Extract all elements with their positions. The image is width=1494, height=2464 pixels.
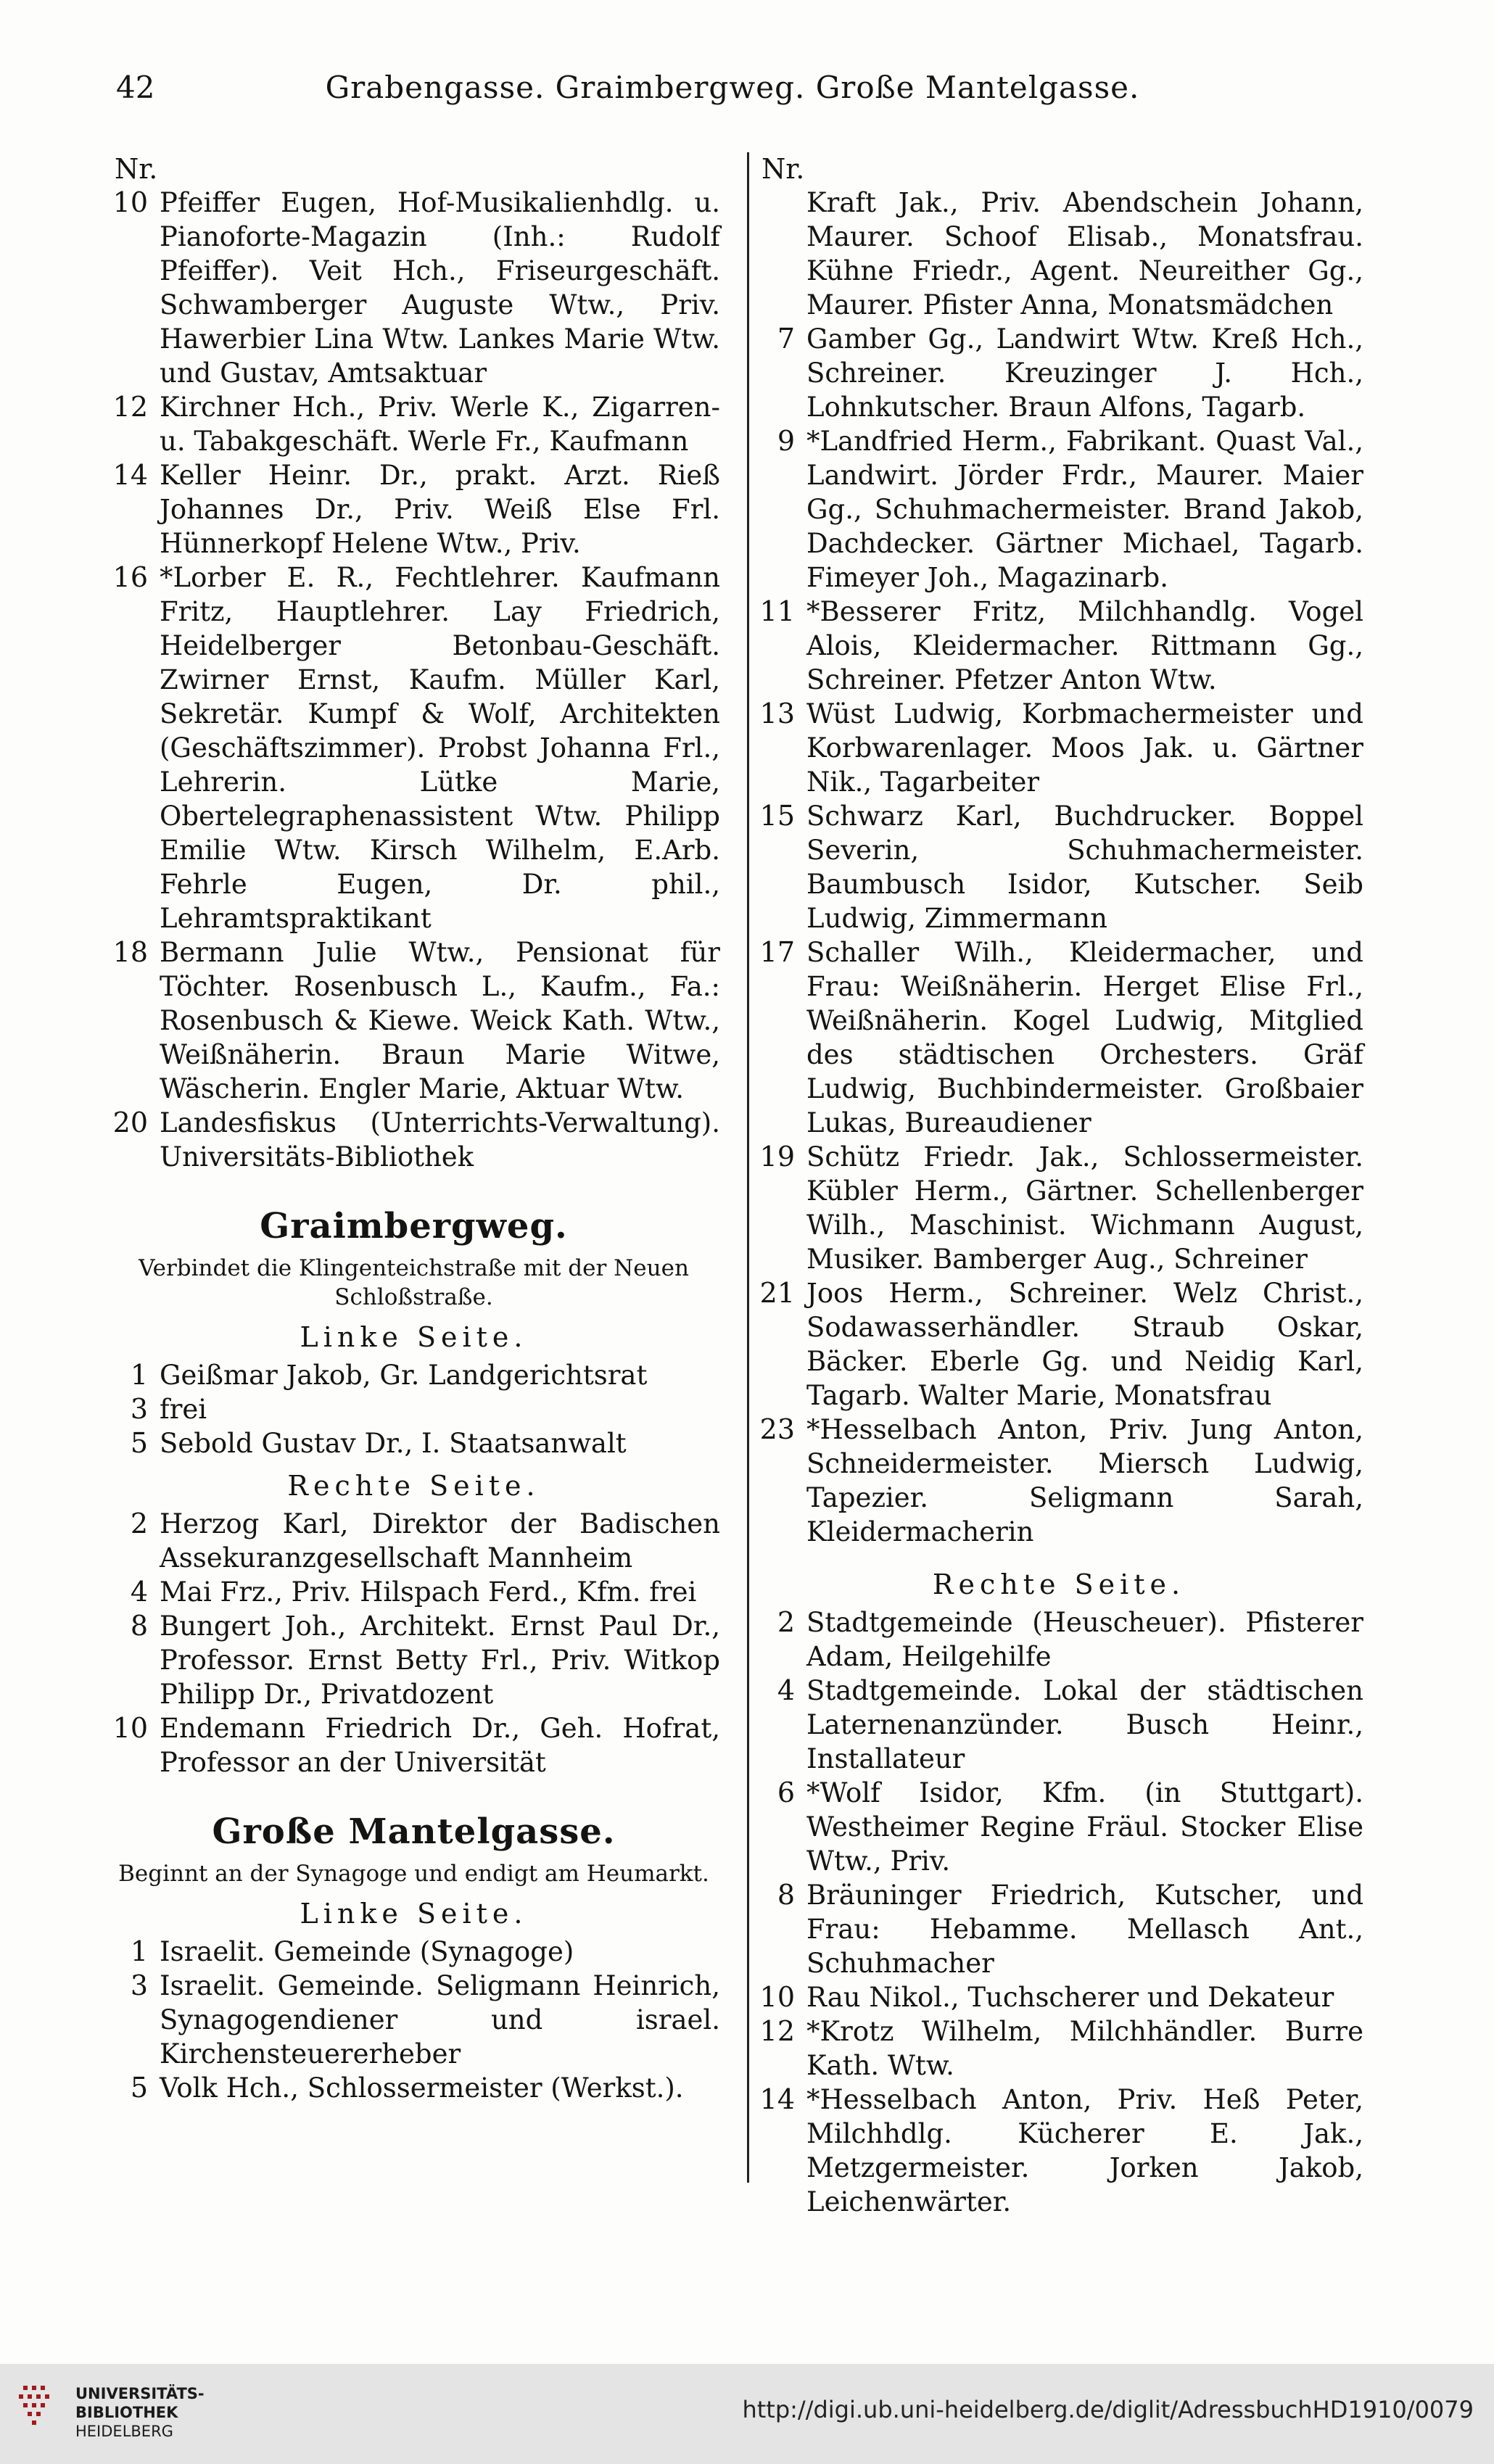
- entry-text: Geißmar Jakob, Gr. Landgerichtsrat: [160, 1360, 648, 1391]
- list-item: [754, 1776, 1363, 1878]
- library-logo-text: [75, 2384, 205, 2441]
- entry-text: Schaller Wilh., Kleidermacher, und Frau: Weißnäherin. Herget Elise Frl., Weißnäherin. Kogel Ludwig, Mitglied des städtischen Orchesters. Gräf Ludwig, Buchbindermeister. Großbaier Lukas, Bureaudiener: [806, 937, 1363, 1138]
- list-item: [754, 1140, 1363, 1276]
- list-item: [754, 1980, 1363, 2014]
- side-heading-right: Rechte Seite.: [287, 1470, 540, 1502]
- entry-text: *Hesselbach Anton, Priv. Heß Peter, Milchhdlg. Kücherer E. Jak., Metzgermeister. Jorken Jakob, Leichenwärter.: [806, 2084, 1363, 2217]
- house-number: 11: [759, 595, 795, 627]
- entry-text: Bermann Julie Wtw., Pensionat für Töchter. Rosenbusch L., Kaufm., Fa.: Rosenbusch & Kiewe. Weick Kath. Wtw., Weißnäherin. Braun Marie Witwe, Wäscherin. Engler Marie, Aktuar Wtw.: [160, 937, 720, 1104]
- house-number: 8: [777, 1879, 795, 1911]
- house-number: 12: [759, 2015, 795, 2047]
- entry-text: Sebold Gustav Dr., I. Staatsanwalt: [160, 1428, 627, 1459]
- nr-label: Nr.: [762, 153, 805, 185]
- house-number: 16: [112, 561, 148, 593]
- list-item: [107, 1711, 720, 1779]
- list-item: [754, 697, 1363, 799]
- entry-text: frei: [160, 1394, 207, 1425]
- house-number: 9: [777, 425, 795, 457]
- entry-text: *Lorber E. R., Fechtlehrer. Kaufmann Fritz, Hauptlehrer. Lay Friedrich, Heidelberger Betonbau-Geschäft. Zwirner Ernst, Kaufm. Müller Karl, Sekretär. Kumpf & Wolf, Architekten (Geschäftszimmer). Probst Johanna Frl., Lehrerin. Lütke Marie, Obertelegraphenassistent Wtw. Philipp Emilie Wtw. Kirsch Wilhelm, E.Arb. Fehrle Eugen, Dr. phil., Lehramtspraktikant: [160, 562, 720, 934]
- house-number: 14: [759, 2083, 795, 2115]
- entry-text: Joos Herm., Schreiner. Welz Christ., Sodawasserhändler. Straub Oskar, Bäcker. Eberle Gg. und Neidig Karl, Tagarb. Walter Marie, Monatsfrau: [806, 1278, 1363, 1411]
- entry-text: Landesfiskus (Unterrichts-Verwaltung). Universitäts-Bibliothek: [160, 1107, 720, 1173]
- list-item: [107, 1426, 720, 1460]
- house-number: 20: [112, 1107, 148, 1138]
- list-item: [754, 799, 1363, 935]
- list-item: [754, 1276, 1363, 1413]
- list-item: [107, 1106, 720, 1174]
- right-column: [754, 152, 1363, 2219]
- house-number: 17: [759, 936, 795, 968]
- entry-text: Bräuninger Friedrich, Kutscher, und Frau: Hebamme. Mellasch Ant., Schuhmacher: [806, 1880, 1363, 1979]
- house-number: 10: [759, 1981, 795, 2013]
- library-logo-icon: [13, 2381, 65, 2439]
- side-heading-left: Linke Seite.: [300, 1321, 528, 1353]
- entry-text: *Wolf Isidor, Kfm. (in Stuttgart). Westheimer Regine Fräul. Stocker Elise Wtw., Priv.: [806, 1777, 1363, 1877]
- house-number: 18: [112, 936, 148, 968]
- left-column: [107, 152, 720, 2105]
- list-item: [107, 1358, 720, 1392]
- house-number: 23: [759, 1413, 795, 1445]
- house-number: 13: [759, 698, 795, 729]
- entry-text: Pfeiffer Eugen, Hof-Musikalienhdlg. u. Pianoforte-Magazin (Inh.: Rudolf Pfeiffer). Veit Hch., Friseurgeschäft. Schwamberger Auguste Wtw., Priv. Hawerbier Lina Wtw. Lankes Marie Wtw. und Gustav, Amtsaktuar: [160, 187, 720, 389]
- entry-text: Volk Hch., Schlossermeister (Werkst.).: [160, 2072, 684, 2104]
- list-item: [754, 1413, 1363, 1549]
- list-item: [107, 1935, 720, 1969]
- house-number: 5: [130, 1427, 148, 1459]
- house-number: 3: [130, 1393, 148, 1425]
- house-number: 7: [777, 323, 795, 355]
- page-title: Grabengasse. Graimbergweg. Große Mantelgasse.: [325, 70, 1140, 105]
- street-title-mantelgasse: Große Mantelgasse.: [212, 1811, 616, 1852]
- house-number: 1: [130, 1359, 148, 1391]
- list-item: [754, 595, 1363, 697]
- house-number: 19: [759, 1141, 795, 1173]
- logo-line: HEIDELBERG: [75, 2423, 173, 2440]
- entry-text: *Landfried Herm., Fabrikant. Quast Val., Landwirt. Jörder Frdr., Maurer. Maier Gg., Schuhmachermeister. Brand Jakob, Dachdecker. Gärtner Michael, Tagarb. Fimeyer Joh., Magazinarb.: [806, 426, 1363, 593]
- entry-text: Wüst Ludwig, Korbmachermeister und Korbwarenlager. Moos Jak. u. Gärtner Nik., Tagarbeiter: [806, 698, 1363, 798]
- house-number: 8: [130, 1610, 148, 1642]
- entry-text: Israelit. Gemeinde (Synagoge): [160, 1936, 574, 1967]
- entry-text: Israelit. Gemeinde. Seligmann Heinrich, Synagogendiener und israel. Kirchensteuererheber: [160, 1970, 720, 2070]
- side-heading-left: Linke Seite.: [300, 1898, 528, 1930]
- list-item: [107, 186, 720, 390]
- page-header: [109, 70, 1356, 113]
- list-item: [754, 2014, 1363, 2083]
- list-item: [107, 2071, 720, 2105]
- entry-text: Bungert Joh., Architekt. Ernst Paul Dr., Professor. Ernst Betty Frl., Priv. Witkop Philipp Dr., Privatdozent: [160, 1611, 720, 1710]
- entry-text: Rau Nikol., Tuchscherer und Dekateur: [806, 1982, 1334, 2013]
- entry-text: Kraft Jak., Priv. Abendschein Johann, Maurer. Schoof Elisab., Monatsfrau. Kühne Friedr., Agent. Neureither Gg., Maurer. Pfister Anna, Monatsmädchen: [806, 187, 1363, 321]
- source-url[interactable]: http://digi.ub.uni-heidelberg.de/diglit/AdressbuchHD1910/0079: [742, 2396, 1474, 2423]
- house-number: 3: [130, 1969, 148, 2001]
- entry-text: *Besserer Fritz, Milchhandlg. Vogel Alois, Kleidermacher. Rittmann Gg., Schreiner. Pfetzer Anton Wtw.: [806, 596, 1363, 695]
- entry-text: Keller Heinr. Dr., prakt. Arzt. Rieß Johannes Dr., Priv. Weiß Else Frl. Hünnerkopf Helene Wtw., Priv.: [160, 460, 720, 559]
- list-item: [754, 1605, 1363, 1674]
- house-number: 2: [130, 1508, 148, 1539]
- list-item: [754, 424, 1363, 595]
- house-number: 10: [112, 186, 148, 218]
- house-number: 12: [112, 391, 148, 423]
- footer-bar: [0, 2364, 1494, 2464]
- list-item: [754, 322, 1363, 424]
- list-item: [107, 1392, 720, 1426]
- house-number: 10: [112, 1712, 148, 1744]
- entry-text: Schütz Friedr. Jak., Schlossermeister. Kübler Herm., Gärtner. Schellenberger Wilh., Maschinist. Wichmann August, Musiker. Bamberger Aug., Schreiner: [806, 1141, 1363, 1275]
- house-number: 21: [759, 1277, 795, 1309]
- side-heading-right: Rechte Seite.: [932, 1568, 1186, 1600]
- street-title-graimbergweg: Graimbergweg.: [260, 1206, 568, 1247]
- list-item: [754, 1878, 1363, 1980]
- entry-text: Endemann Friedrich Dr., Geh. Hofrat, Professor an der Universität: [160, 1713, 720, 1778]
- list-item: [107, 1507, 720, 1575]
- street-description: Verbindet die Klingenteichstraße mit der Neuen Schloßstraße.: [139, 1255, 689, 1310]
- list-item: [107, 1609, 720, 1711]
- list-item: [107, 561, 720, 935]
- house-number: 4: [130, 1576, 148, 1608]
- entry-text: Gamber Gg., Landwirt Wtw. Kreß Hch., Schreiner. Kreuzinger J. Hch., Lohnkutscher. Braun Alfons, Tagarb.: [806, 323, 1363, 423]
- house-number: 4: [777, 1674, 795, 1706]
- house-number: 6: [777, 1777, 795, 1808]
- list-item: [107, 390, 720, 458]
- house-number: 2: [777, 1606, 795, 1638]
- nr-label: Nr.: [115, 153, 158, 185]
- list-item: [107, 458, 720, 561]
- logo-line: UNIVERSITÄTS-: [75, 2385, 205, 2402]
- list-item: [107, 935, 720, 1106]
- list-item: [107, 1969, 720, 2071]
- entry-text: *Hesselbach Anton, Priv. Jung Anton, Schneidermeister. Miersch Ludwig, Tapezier. Seligmann Sarah, Kleidermacherin: [806, 1414, 1363, 1547]
- list-item: [754, 1674, 1363, 1776]
- entry-text: Mai Frz., Priv. Hilspach Ferd., Kfm. frei: [160, 1576, 697, 1608]
- entry-text: *Krotz Wilhelm, Milchhändler. Burre Kath. Wtw.: [806, 2016, 1363, 2081]
- house-number: 15: [759, 800, 795, 832]
- house-number: 5: [130, 2072, 148, 2104]
- list-item: [754, 935, 1363, 1140]
- entry-text: Stadtgemeinde. Lokal der städtischen Laternenanzünder. Busch Heinr., Installateur: [806, 1675, 1363, 1774]
- street-description: Beginnt an der Synagoge und endigt am Heumarkt.: [118, 1861, 709, 1887]
- entry-text: Schwarz Karl, Buchdrucker. Boppel Severin, Schuhmachermeister. Baumbusch Isidor, Kutscher. Seib Ludwig, Zimmermann: [806, 801, 1363, 934]
- entry-text: Herzog Karl, Direktor der Badischen Assekuranzgesellschaft Mannheim: [160, 1508, 720, 1574]
- entry-text: Stadtgemeinde (Heuscheuer). Pfisterer Adam, Heilgehilfe: [806, 1607, 1363, 1672]
- logo-line: BIBLIOTHEK: [75, 2404, 178, 2421]
- column-divider: [747, 152, 749, 2183]
- list-item: [754, 186, 1363, 322]
- house-number: 14: [112, 459, 148, 491]
- page-number: 42: [116, 70, 155, 105]
- house-number: 1: [130, 1935, 148, 1967]
- entry-text: Kirchner Hch., Priv. Werle K., Zigarren- u. Tabakgeschäft. Werle Fr., Kaufmann: [160, 392, 720, 457]
- list-item: [754, 2083, 1363, 2219]
- list-item: [107, 1575, 720, 1609]
